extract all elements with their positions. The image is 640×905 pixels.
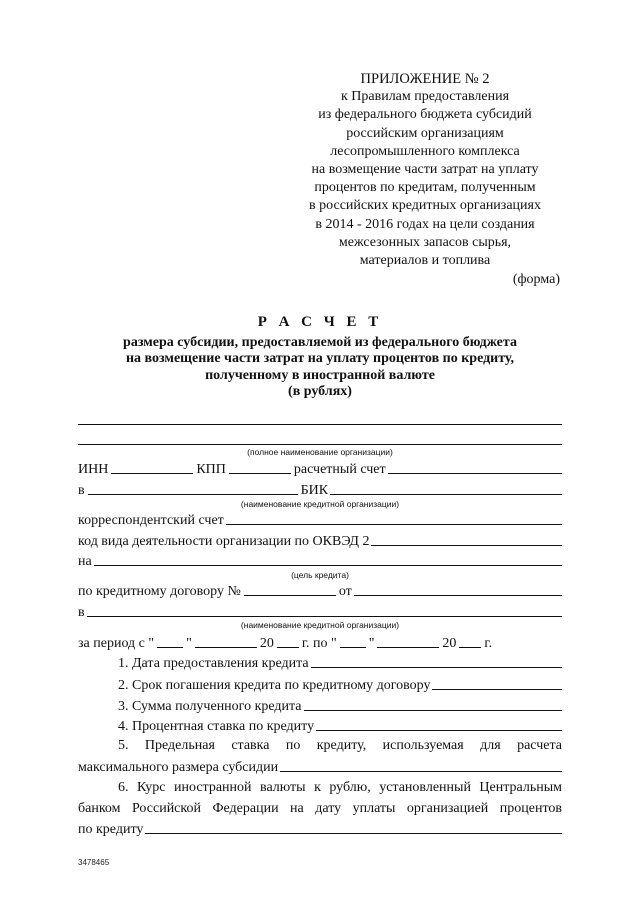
heading-line: полученному в иностранной валюте bbox=[205, 367, 435, 383]
period-start-month-field[interactable] bbox=[195, 647, 257, 648]
period-year-prefix: 20 bbox=[442, 636, 457, 651]
purpose-caption: (цель кредита) bbox=[291, 570, 349, 580]
bik-field[interactable] bbox=[330, 494, 562, 495]
org-name-caption: (полное наименование организации) bbox=[247, 447, 393, 457]
document-heading bbox=[80, 314, 560, 401]
item-exchange-rate-label: по кредиту bbox=[78, 822, 144, 837]
inn-field[interactable] bbox=[111, 473, 193, 474]
appendix-line: в российских кредитных организациях bbox=[309, 198, 541, 214]
item-exchange-rate-field[interactable] bbox=[145, 833, 562, 834]
bank-caption: (наименование кредитной организации) bbox=[240, 499, 400, 509]
okved-row bbox=[78, 530, 562, 550]
inn-kpp-row bbox=[78, 458, 562, 478]
heading-line: (в рублях) bbox=[288, 384, 352, 399]
appendix-block bbox=[300, 70, 550, 270]
item-max-rate-text: 5. Предельная ставка по кредиту, используемая для расчета bbox=[118, 738, 562, 753]
period-start-day-field[interactable] bbox=[157, 647, 183, 648]
appendix-line: российским организациям bbox=[346, 125, 504, 141]
purpose-field[interactable] bbox=[94, 565, 562, 566]
kpp-label: КПП bbox=[196, 462, 226, 477]
heading-title: Р А С Ч Е Т bbox=[257, 314, 383, 330]
period-year-prefix: 20 bbox=[259, 636, 274, 651]
appendix-line: процентов по кредитам, полученным bbox=[314, 180, 536, 196]
item-repayment-label: 2. Срок погашения кредита по кредитному договору bbox=[118, 678, 431, 693]
period-start-year-field[interactable] bbox=[277, 647, 299, 648]
bank2-prefix: в bbox=[78, 605, 85, 620]
item-credit-date-label: 1. Дата предоставления кредита bbox=[118, 656, 309, 671]
period-end-year-field[interactable] bbox=[459, 647, 481, 648]
bank-bik-row bbox=[78, 479, 562, 499]
account-field[interactable] bbox=[388, 473, 562, 474]
period-quote: " bbox=[186, 636, 192, 651]
item-amount-field[interactable] bbox=[304, 710, 562, 711]
item-credit-date-field[interactable] bbox=[311, 667, 562, 668]
bank2-caption: (наименование кредитной организации) bbox=[240, 620, 400, 630]
period-to-label: г. по " bbox=[301, 636, 337, 651]
heading-line: на возмещение части затрат на уплату процентов по кредиту, bbox=[125, 351, 515, 366]
org-name-field-line2[interactable] bbox=[78, 444, 562, 445]
okved-field[interactable] bbox=[371, 545, 562, 546]
item-exchange-rate-row bbox=[78, 818, 562, 838]
item-repayment-row bbox=[78, 674, 562, 694]
appendix-line: на возмещение части затрат на уплату bbox=[311, 162, 539, 178]
account-label: расчетный счет bbox=[293, 462, 386, 477]
document-code: 3478465 bbox=[78, 858, 110, 867]
appendix-line: лесопромышленного комплекса bbox=[330, 143, 520, 159]
contract-from-label: от bbox=[338, 584, 352, 599]
period-year-suffix: г. bbox=[484, 636, 493, 651]
bank2-row bbox=[78, 601, 562, 621]
item-credit-date-row bbox=[78, 652, 562, 672]
item-rate-label: 4. Процентная ставка по кредиту bbox=[118, 719, 315, 734]
item-max-rate-row bbox=[78, 756, 562, 776]
contract-label: по кредитному договору № bbox=[78, 584, 241, 599]
form-label: (форма) bbox=[512, 272, 560, 287]
item-exchange-rate-text1: 6. Курс иностранной валюты к рублю, установленный Центральным bbox=[118, 780, 562, 795]
item-amount-row bbox=[78, 695, 562, 715]
purpose-prefix: на bbox=[78, 554, 92, 569]
bik-label: БИК bbox=[300, 483, 329, 498]
contract-row bbox=[78, 580, 562, 600]
item-exchange-rate-text2: банком Российской Федерации на дату уплаты организацией процентов bbox=[78, 801, 562, 816]
inn-label: ИНН bbox=[78, 462, 109, 477]
period-quote: " bbox=[368, 636, 375, 651]
item-max-rate-label: максимального размера субсидии bbox=[78, 760, 279, 775]
appendix-line: к Правилам предоставления bbox=[340, 89, 510, 105]
item-repayment-field[interactable] bbox=[432, 689, 562, 690]
bank-prefix: в bbox=[78, 483, 85, 498]
appendix-line: межсезонных запасов сырья, bbox=[338, 234, 512, 250]
kpp-field[interactable] bbox=[229, 473, 291, 474]
bank-name-field[interactable] bbox=[88, 494, 298, 495]
corr-account-field[interactable] bbox=[226, 524, 562, 525]
contract-date-field[interactable] bbox=[354, 595, 562, 596]
item-max-rate-field[interactable] bbox=[280, 771, 562, 772]
purpose-row bbox=[78, 550, 562, 570]
okved-label: код вида деятельности организации по ОКВЭД 2 bbox=[78, 534, 370, 549]
corr-account-label: корреспондентский счет bbox=[78, 513, 224, 528]
period-label: за период с " bbox=[78, 636, 155, 651]
item-rate-row bbox=[78, 715, 562, 735]
appendix-line: материалов и топлива bbox=[359, 253, 491, 269]
contract-number-field[interactable] bbox=[244, 595, 336, 596]
item-rate-field[interactable] bbox=[316, 730, 562, 731]
period-row bbox=[78, 632, 562, 652]
period-end-day-field[interactable] bbox=[340, 647, 366, 648]
period-end-month-field[interactable] bbox=[377, 647, 439, 648]
corr-account-row bbox=[78, 509, 562, 529]
bank2-name-field[interactable] bbox=[87, 616, 562, 617]
heading-line: размера субсидии, предоставляемой из федерального бюджета bbox=[123, 334, 517, 350]
appendix-line: в 2014 - 2016 годах на цели создания bbox=[315, 216, 535, 232]
item-amount-label: 3. Сумма полученного кредита bbox=[118, 699, 302, 714]
org-name-field-line1[interactable] bbox=[78, 424, 562, 425]
appendix-title: ПРИЛОЖЕНИЕ № 2 bbox=[360, 71, 490, 87]
appendix-line: из федерального бюджета субсидий bbox=[318, 107, 532, 123]
